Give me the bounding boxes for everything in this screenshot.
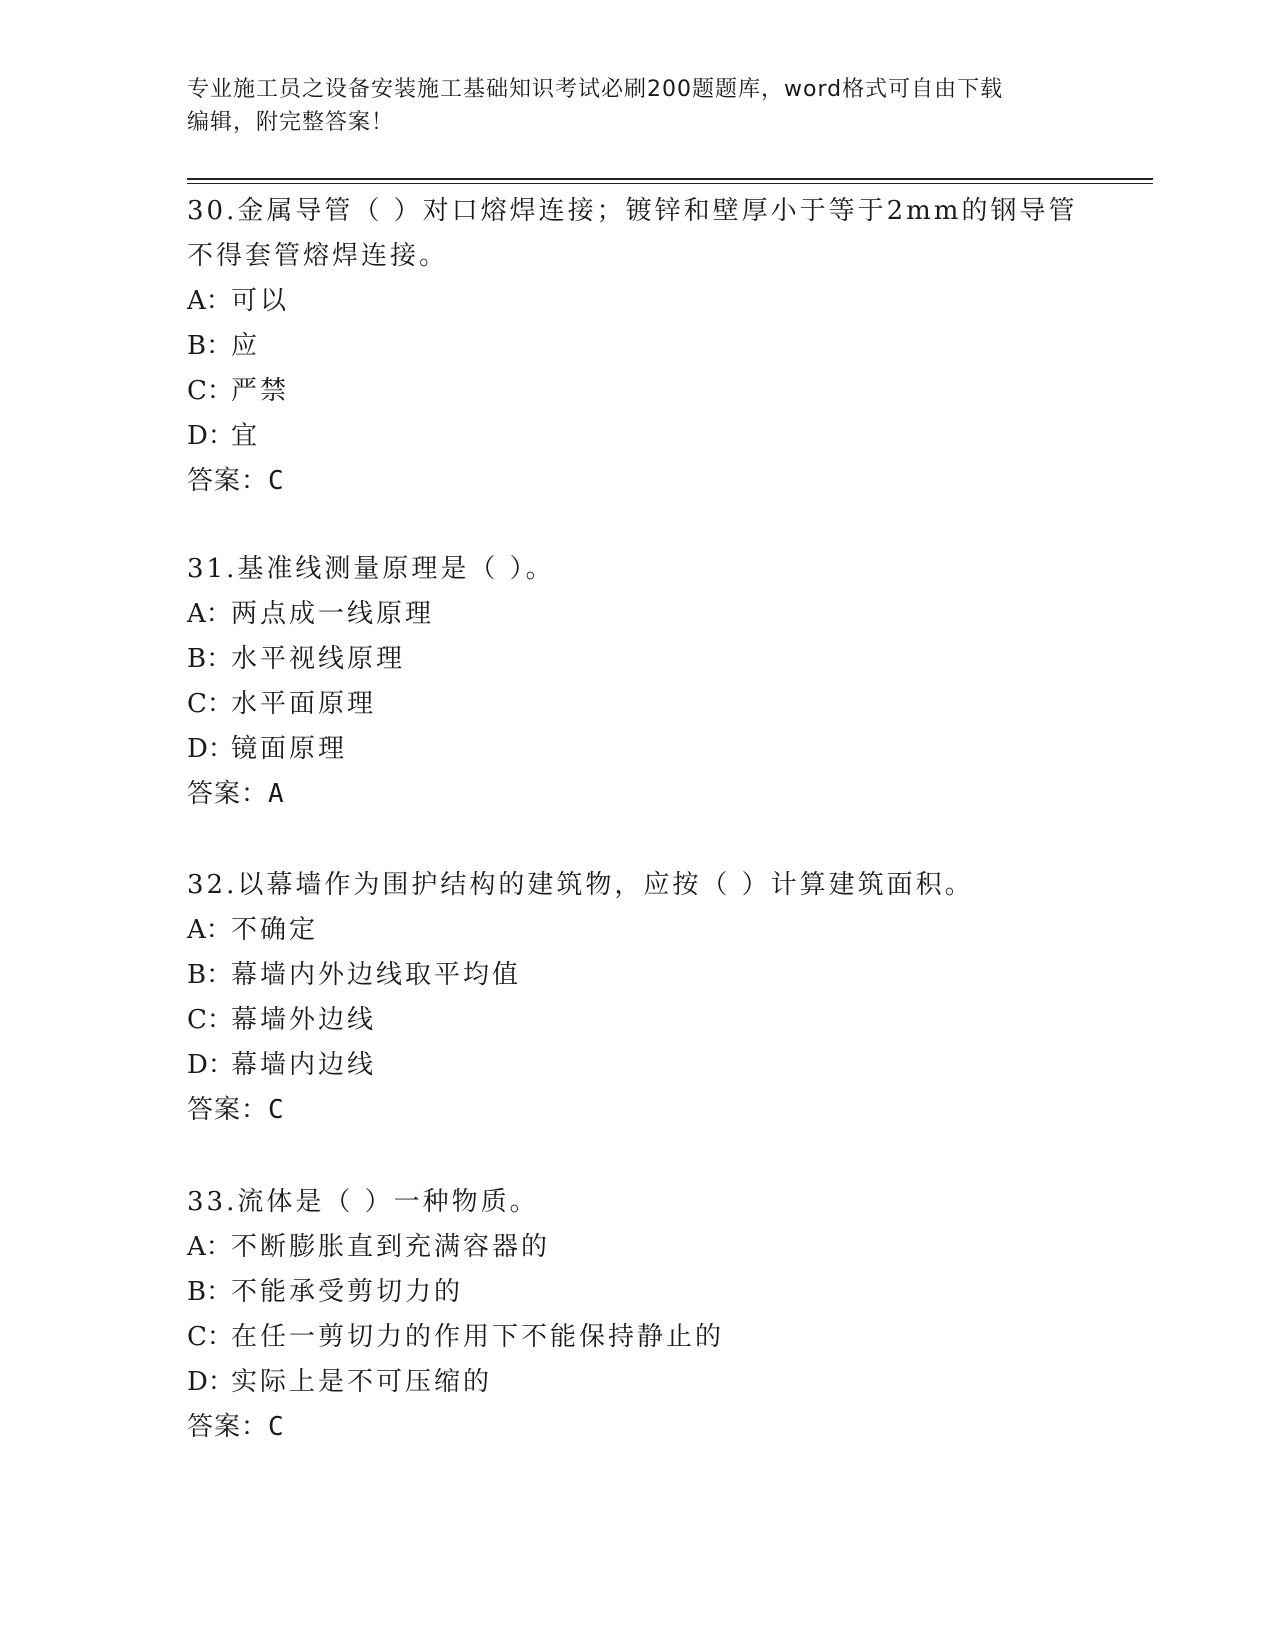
option-text: 幕墙内外边线取平均值: [231, 960, 522, 990]
question-stem-line-1: 33.流体是（ ）一种物质。: [187, 1187, 539, 1217]
option-key: B：: [187, 644, 233, 674]
option-c: [187, 369, 1087, 414]
option-text: 可以: [231, 286, 290, 316]
answer: [187, 1088, 1087, 1133]
option-b: [187, 953, 1087, 998]
option-key: B：: [187, 331, 233, 361]
option-key: C：: [187, 376, 233, 406]
option-text: 不能承受剪切力的: [231, 1277, 464, 1307]
answer-label: 答案：: [187, 1412, 269, 1442]
question-33: [187, 1180, 1087, 1450]
option-a: [187, 908, 1087, 953]
option-key: D：: [187, 1367, 234, 1397]
question-stem-line-1: 32.以幕墙作为围护结构的建筑物，应按（ ）计算建筑面积。: [187, 870, 974, 900]
option-key: D：: [187, 421, 234, 451]
option-b: [187, 324, 1087, 369]
option-text: 水平视线原理: [231, 644, 406, 674]
question-stem-line-1: 30.金属导管（ ）对口熔焊连接；镀锌和壁厚小于等于2mm的钢导管: [187, 196, 1078, 226]
option-key: B：: [187, 960, 233, 990]
option-c: [187, 1315, 1087, 1360]
option-c: [187, 998, 1087, 1043]
option-text: 幕墙外边线: [231, 1005, 377, 1035]
option-key: C：: [187, 1322, 233, 1352]
answer-value: C: [268, 1412, 285, 1442]
answer: [187, 772, 1087, 817]
header-line-2: 编辑，附完整答案！: [187, 110, 395, 135]
option-key: A：: [187, 286, 232, 316]
option-key: C：: [187, 1005, 233, 1035]
answer-label: 答案：: [187, 779, 269, 809]
option-a: [187, 279, 1087, 324]
question-stem-line-1: 31.基准线测量原理是（ ）。: [187, 554, 555, 584]
answer-label: 答案：: [187, 1095, 269, 1125]
question-stem-line-2: 不得套管熔焊连接。: [187, 241, 449, 271]
option-text: 应: [231, 331, 261, 361]
header-divider-thick: [187, 178, 1153, 180]
option-text: 幕墙内边线: [231, 1050, 377, 1080]
question-30: [187, 189, 1087, 504]
option-text: 两点成一线原理: [231, 599, 435, 629]
answer-value: C: [268, 1095, 285, 1125]
option-d: [187, 727, 1087, 772]
option-d: [187, 1360, 1087, 1405]
option-text: 水平面原理: [231, 689, 377, 719]
answer-value: C: [268, 466, 285, 496]
option-text: 不断膨胀直到充满容器的: [231, 1232, 551, 1262]
option-key: A：: [187, 915, 232, 945]
answer: [187, 1405, 1087, 1450]
option-d: [187, 414, 1087, 459]
option-b: [187, 1270, 1087, 1315]
option-text: 宜: [231, 421, 261, 451]
header-divider-thin: [187, 183, 1153, 184]
answer-value: A: [268, 779, 285, 809]
answer-label: 答案：: [187, 466, 269, 496]
option-b: [187, 637, 1087, 682]
option-d: [187, 1043, 1087, 1088]
option-text: 严禁: [231, 376, 290, 406]
answer: [187, 459, 1087, 504]
option-a: [187, 592, 1087, 637]
document-header: [187, 73, 1067, 139]
option-key: A：: [187, 1232, 232, 1262]
option-key: A：: [187, 599, 232, 629]
option-key: D：: [187, 734, 234, 764]
option-text: 不确定: [231, 915, 319, 945]
option-key: B：: [187, 1277, 233, 1307]
question-32: [187, 863, 1087, 1133]
option-text: 镜面原理: [231, 734, 348, 764]
option-key: D：: [187, 1050, 234, 1080]
question-31: [187, 547, 1087, 817]
option-text: 在任一剪切力的作用下不能保持静止的: [231, 1322, 725, 1352]
header-line-1: 专业施工员之设备安装施工基础知识考试必刷200题题库，word格式可自由下载: [187, 77, 1004, 102]
option-c: [187, 682, 1087, 727]
option-key: C：: [187, 689, 233, 719]
option-text: 实际上是不可压缩的: [231, 1367, 493, 1397]
option-a: [187, 1225, 1087, 1270]
